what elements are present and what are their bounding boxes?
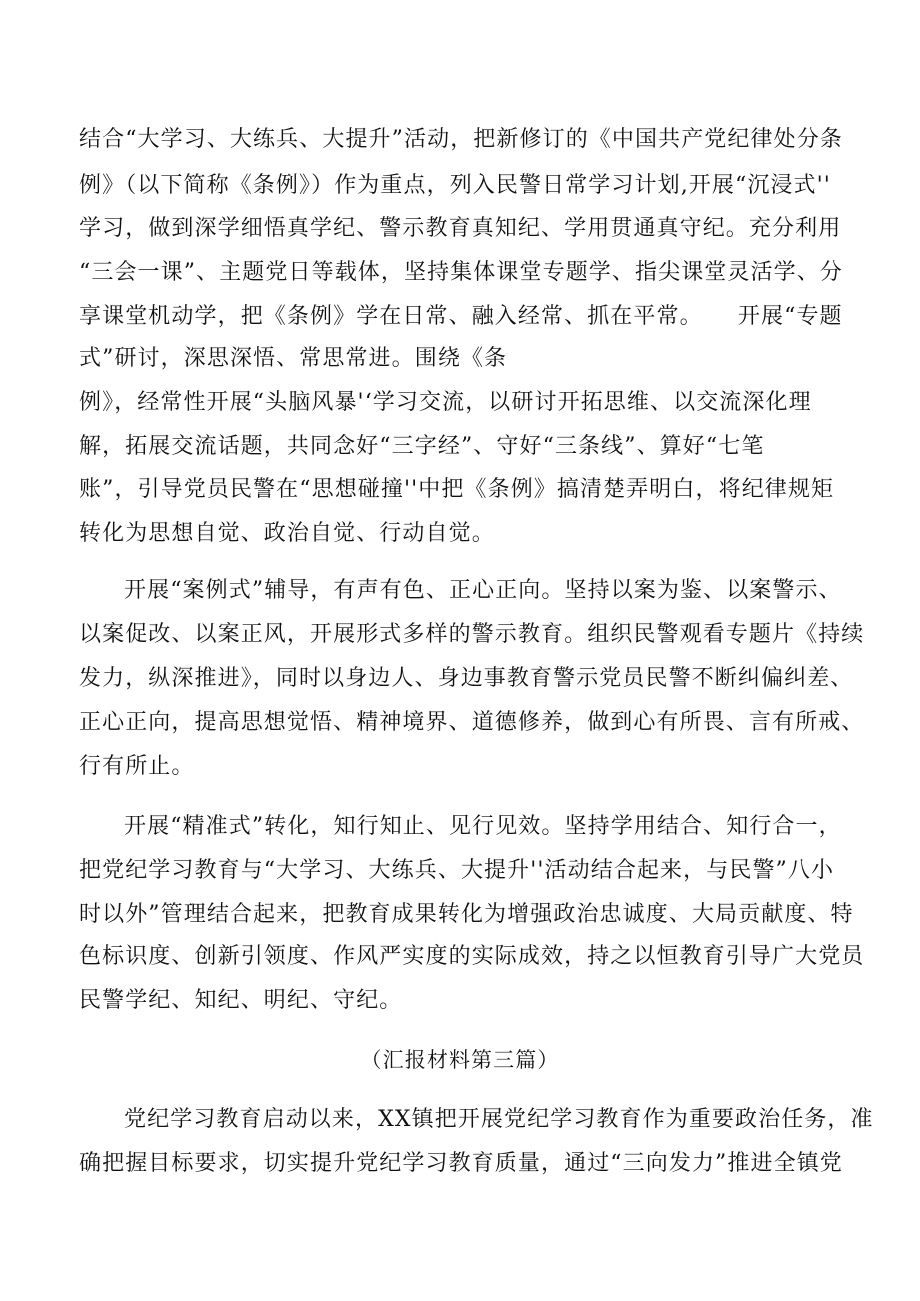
paragraph-4-line-2: 确把握目标要求，切实提升党纪学习教育质量，通过“三向发力”推进全镇党 [79, 1151, 843, 1176]
paragraph-2-line-2: 以案促改、以案正风，开展形式多样的警示教育。组织民警观看专题片《持续 [79, 622, 865, 647]
paragraph-2-line-4: 正心正向，提高思想觉悟、精神境界、道德修养，做到心有所畏、言有所戒、 [79, 710, 865, 735]
paragraph-1-line-8: 解，拓展交流话题，共同念好“三字经”、守好“三条线”、算好“七笔 [79, 434, 765, 459]
paragraph-2-line-3: 发力，纵深推进》，同时以身边人、身边事教育警示党员民警不断纠偏纠差、 [79, 666, 854, 691]
section-heading: （汇报材料第三篇） [360, 1048, 560, 1072]
paragraph-2-line-1: 开展“案例式”辅导，有声有色、正心正向。坚持以案为鉴、以案警示、 [124, 578, 842, 603]
paragraph-3-line-5: 民警学纪、知纪、明纪、守纪。 [79, 988, 403, 1013]
paragraph-1-line-5: 享课堂机动学，把《条例》学在日常、融入经常、抓在平常。 开展“专题 [79, 304, 843, 329]
paragraph-3-line-1: 开展“精准式”转化，知行知止、见行见效。坚持学用结合、知行合一， [124, 814, 842, 839]
paragraph-1-line-9: 账”，引导党员民警在“思想碰撞''中把《条例》搞清楚弄明白，将纪律规矩 [79, 477, 835, 502]
paragraph-3-line-2: 把党纪学习教育与“大学习、大练兵、大提升''活动结合起来，与民警”八小 [79, 858, 835, 883]
paragraph-1-line-10: 转化为思想自觉、政治自觉、行动自觉。 [79, 521, 495, 546]
paragraph-2-line-5: 行有所止。 [79, 754, 195, 779]
paragraph-1-line-1: 结合“大学习、大练兵、大提升”活动，把新修订的《中国共产党纪律处分条 [79, 127, 843, 152]
paragraph-1-line-6: 式”研讨，深思深悟、常思常进。围绕《条 [79, 346, 508, 371]
paragraph-3-line-3: 时以外”管理结合起来，把教育成果转化为增强政治忠诚度、大局贡献度、特 [79, 902, 854, 927]
paragraph-1-line-3: 学习，做到深学细悟真学纪、警示教育真知纪、学用贯通真守纪。充分利用 [79, 216, 842, 241]
paragraph-3-line-4: 色标识度、创新引领度、作风严实度的实际成效，持之以恒教育引导广大党员 [79, 944, 865, 969]
paragraph-4-line-1: 党纪学习教育启动以来，XX镇把开展党纪学习教育作为重要政治任务，准 [124, 1107, 874, 1132]
paragraph-1-line-7: 例》，经常性开展“头脑风暴'‘学习交流，以研讨开拓思维、以交流深化理 [79, 390, 812, 415]
paragraph-1-line-4: “三会一课”、主题党日等载体，坚持集体课堂专题学、指尖课堂灵活学、分 [79, 260, 843, 285]
paragraph-1-line-2: 例》（以下简称《条例》）作为重点，列入民警日常学习计划,开展“沉浸式'' [79, 173, 831, 198]
